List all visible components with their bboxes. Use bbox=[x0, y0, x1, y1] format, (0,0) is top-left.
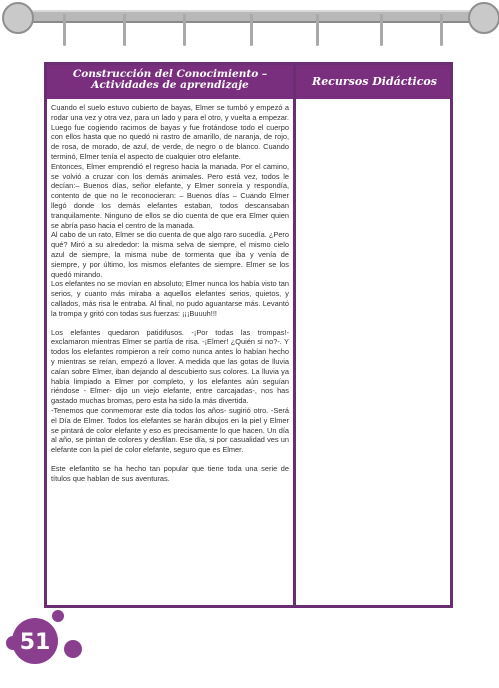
sheet-header bbox=[47, 65, 450, 99]
paragraph: -Tenemos que conmemorar este día todos los años- sugirió otro. -Será el Día de Elmer. Todos los elefantes se harán dibujos en la piel y Elmer se pintará de color elefante y eso es precisamente lo que hacen. Un día al año, se pintan de colores y desfilan. Ese día, si por casualidad ves un elefante con la piel de color elefante, seguro que es Elmer. bbox=[51, 405, 289, 455]
section-title-recursos: Recursos Didácticos bbox=[312, 75, 437, 88]
paragraph: Cuando el suelo estuvo cubierto de bayas, Elmer se tumbó y empezó a rodar una vez y otra vez, para un lado y para el otro, y vuelta a empezar. Luego fue cogiendo racimos de bayas y fue frotándose todo el cuerpo con ellos hasta que no quedó ni rastro de amarillo, de naranja, de rojo, de rosa, de morado, de azul, de verde, de negro o de blanco. Cuando terminó, Elmer tenía el aspecto de cualquier otro elefante. bbox=[51, 103, 289, 161]
section-title-construccion bbox=[47, 65, 293, 99]
splash-dot bbox=[64, 640, 82, 658]
title-line-2: Actividades de aprendizaje bbox=[91, 79, 249, 91]
title-line-1: Construcción del Conocimiento – bbox=[72, 68, 268, 80]
paragraph: Este elefantito se ha hecho tan popular que tiene toda una serie de títulos que hablan de sus aventuras. bbox=[51, 463, 289, 483]
column-divider bbox=[293, 65, 296, 605]
page-number: 51 bbox=[19, 630, 51, 655]
paragraph: Al cabo de un rato, Elmer se dio cuenta de que algo raro sucedía. ¿Pero qué? Miró a su alrededor: la misma selva de siempre, el mismo cielo azul de siempre, la misma nube de tormenta que iba y venía de siempre, y por último, los mismos elefantes de siempre. Elmer se los quedó mirando. bbox=[51, 230, 289, 279]
paragraph: Los elefantes no se movían en absoluto; Elmer nunca los había visto tan serios, y cuanto más miraba a aquellos elefantes serios, quietos, y callados, más risa le entraba. Al final, no pudo aguantarse más. Levantó la trompa y gritó con todas sus fuerzas: ¡¡¡Buuuh!!! bbox=[51, 279, 289, 318]
paragraph: Entonces, Elmer emprendió el regreso hacia la manada. Por el camino, se volvió a cruzar con los demás animales. Pero está vez, todos le decían:– Buenos días, señor elefante, y Elmer sonreía y respondía, contento de que no le reconocieran: – Buenos días – Cuando Elmer llegó donde los demás elefantes estaban, todos descansaban tranquilamente. Ninguno de ellos se dio cuenta de que era Elmer quien se abría paso hacia el centro de la manada. bbox=[51, 161, 289, 230]
story-text bbox=[51, 103, 289, 603]
paragraph: Los elefantes quedaron patidifusos. -¡Por todas las trompas!- exclamaron mientras Elmer se partía de risa. -¡Elmer! ¿Quién si no?-. Y todos los elefantes rompieron a reír como nunca antes lo habían hecho y mientras se reían, empezó a llover. A medida que las gotas de lluvia caían sobre Elmer, iban dejando al descubierto sus colores. La lluvia ya había limpiado a Elmer por completo, y los elefantes aún seguían riéndose - Elmer- dijo un viejo elefante, entre carcajadas-, nos has gastado muchas bromas, pero esta ha sido la más divertida. bbox=[51, 327, 289, 406]
activity-sheet bbox=[44, 62, 453, 608]
